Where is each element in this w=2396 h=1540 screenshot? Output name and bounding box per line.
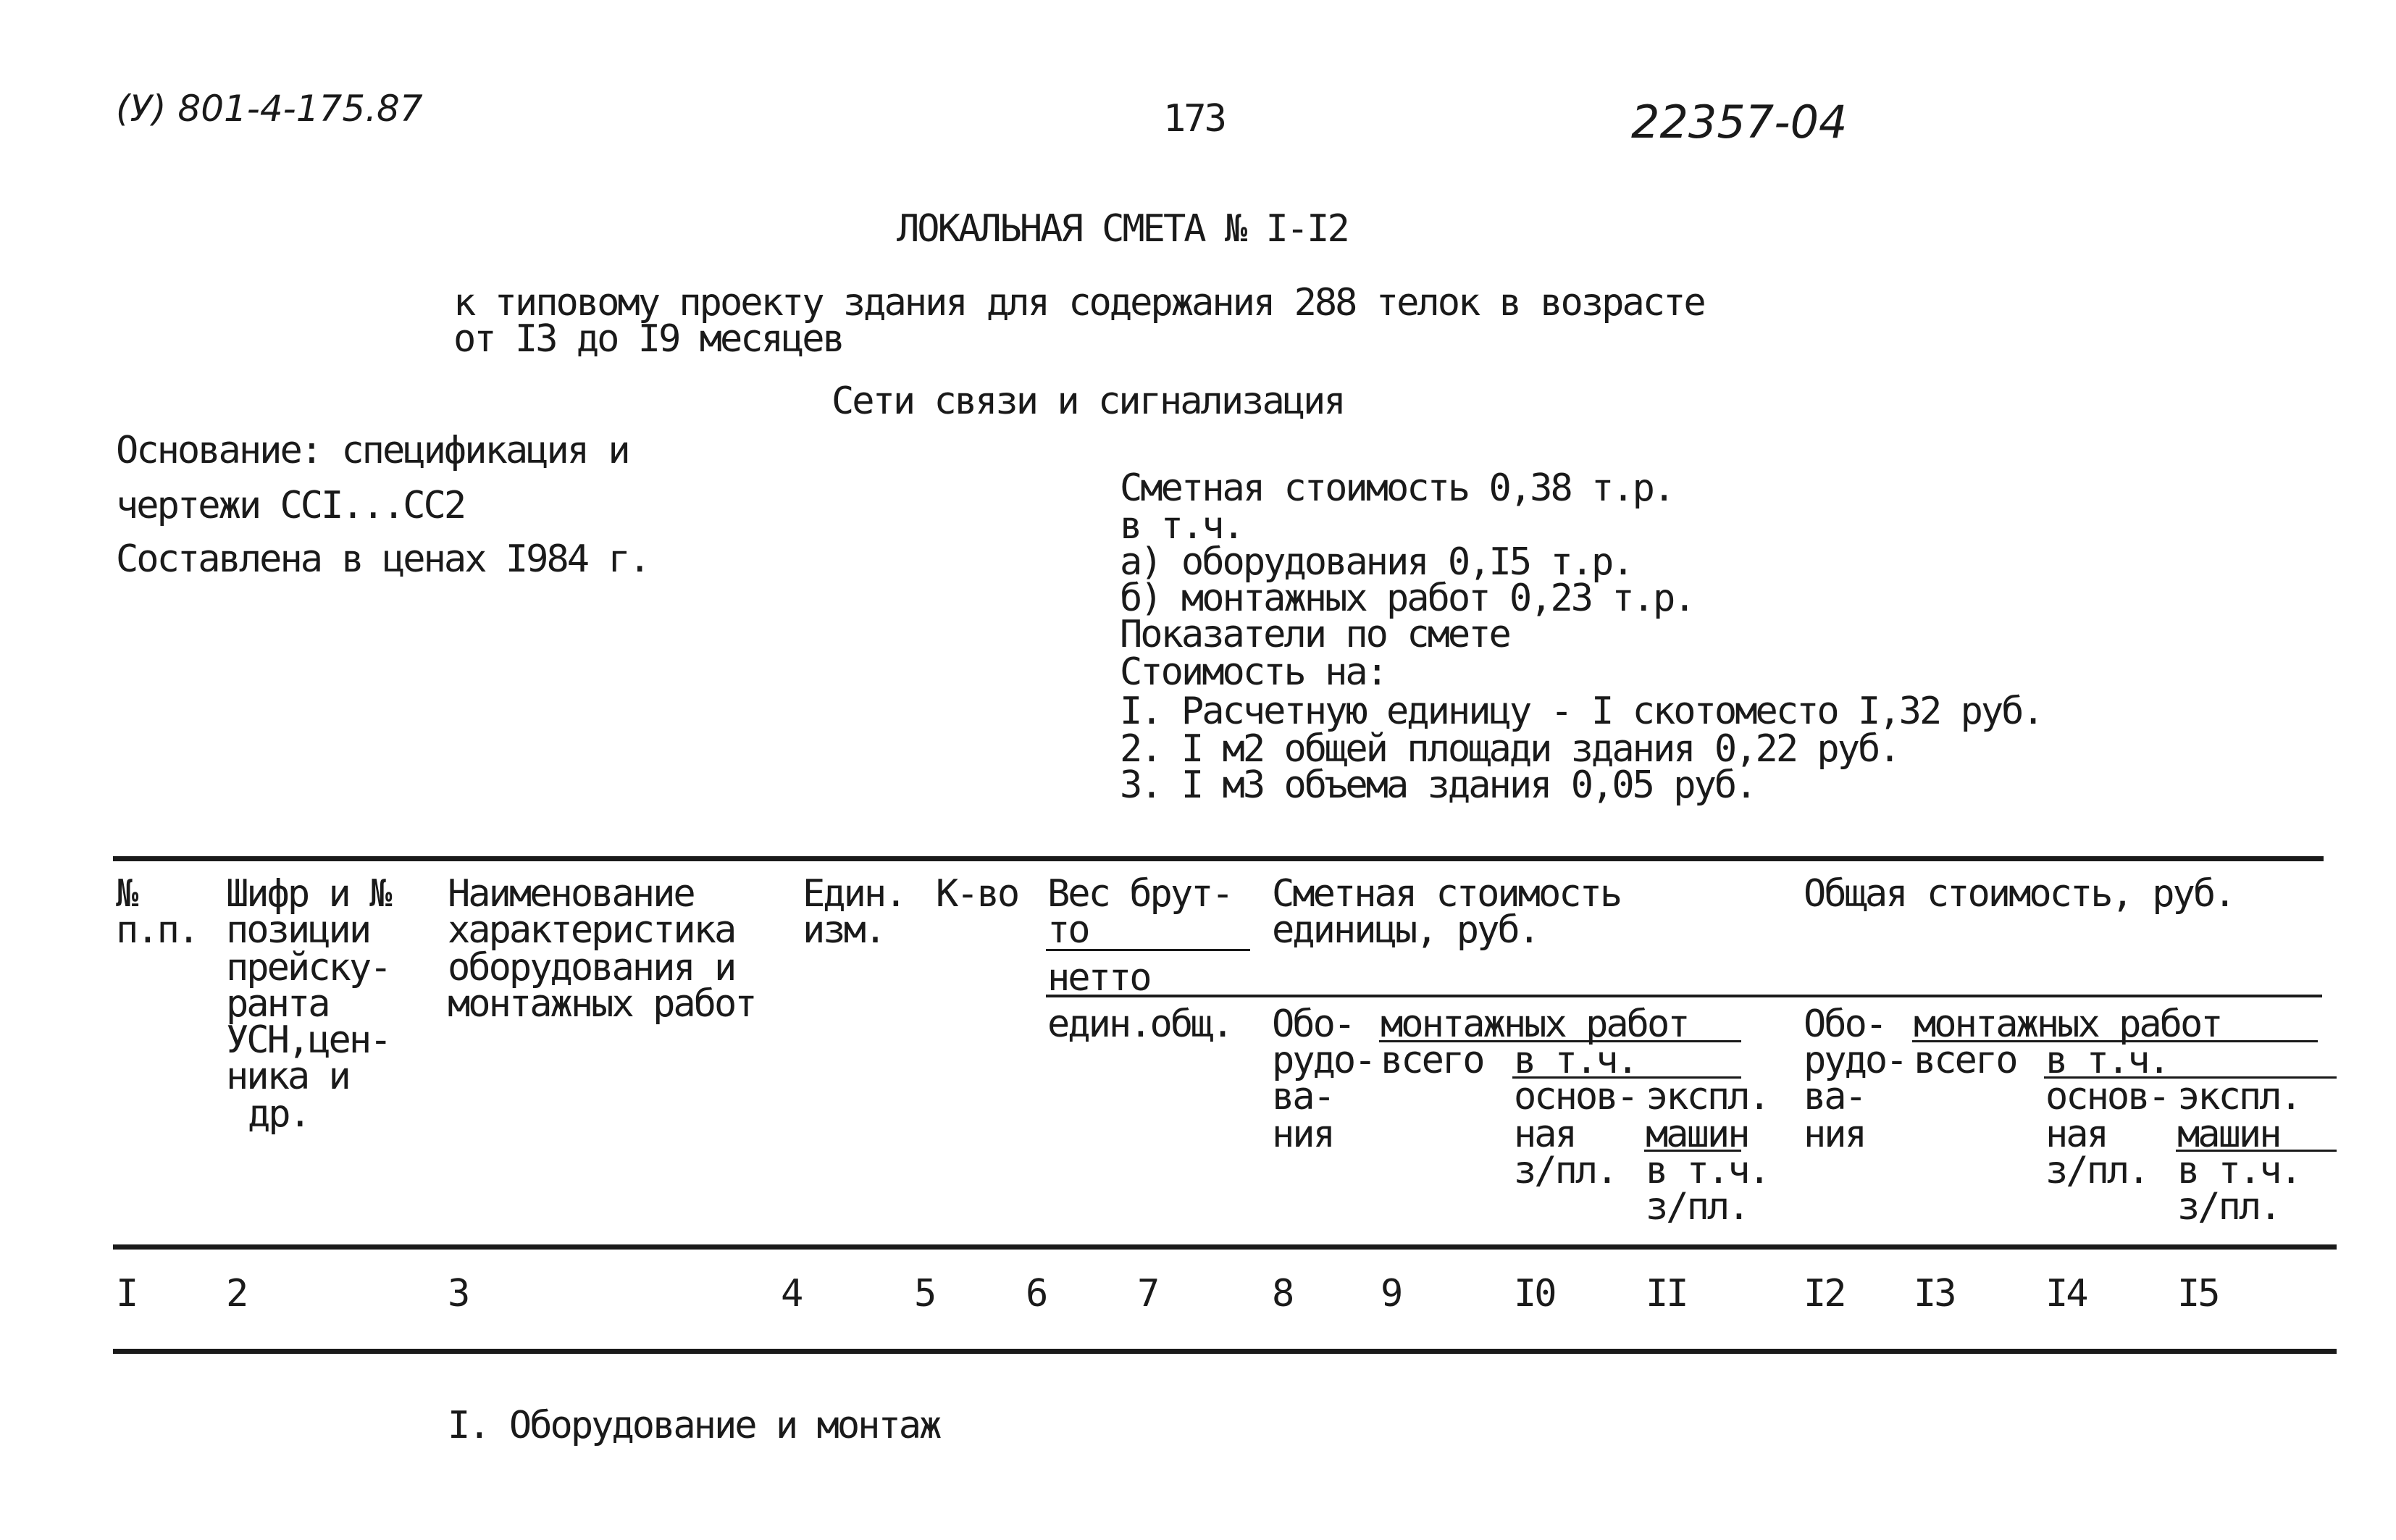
- header-weight-line-3: нетто: [1047, 956, 1150, 1000]
- section-heading: I. Оборудование и монтаж: [448, 1404, 940, 1447]
- header-weight-units: един.общ.: [1047, 1003, 1232, 1046]
- cost-summary-line-7: I. Расчетную единицу - I скотоместо I,32 руб.: [1120, 690, 2043, 733]
- estimate-title: ЛОКАЛЬНАЯ СМЕТА № I-I2: [897, 207, 1348, 251]
- header-machines-left-1: экспл.: [1646, 1075, 1769, 1118]
- basis-line-1: Основание: спецификация и: [116, 429, 629, 472]
- header-unit-line-1: Един.: [803, 872, 905, 916]
- header-col2-line-4: ранта: [226, 982, 329, 1026]
- header-col2-line-5: УСН,цен-: [226, 1018, 390, 1062]
- header-total-right: всего: [1914, 1039, 2016, 1082]
- header-col3-line-4: монтажных работ: [448, 982, 755, 1026]
- column-number-8: 8: [1272, 1272, 1293, 1315]
- column-number-6: 6: [1026, 1272, 1047, 1315]
- header-col2-line-3: прейску-: [226, 946, 390, 989]
- column-number-12: I2: [1804, 1272, 1845, 1315]
- document-number: 22357-04: [1631, 96, 1848, 148]
- table-header-bottom-rule: [113, 1244, 2337, 1250]
- header-machines-left-4: з/пл.: [1646, 1185, 1748, 1229]
- column-number-15: I5: [2177, 1272, 2219, 1315]
- header-basic-right-1: основ-: [2045, 1075, 2169, 1118]
- estimate-subtitle-line-2: от I3 до I9 месяцев: [453, 317, 843, 361]
- cost-summary-line-9: 3. I м3 объема здания 0,05 руб.: [1120, 763, 1756, 807]
- column-number-9: 9: [1381, 1272, 1402, 1315]
- cost-summary-line-3: а) оборудования 0,I5 т.р.: [1120, 540, 1633, 584]
- basis-line-3: Составлена в ценах I984 г.: [116, 537, 649, 581]
- header-machines-left-3: в т.ч.: [1646, 1149, 1769, 1192]
- header-basic-right-2: ная: [2045, 1113, 2107, 1156]
- column-number-13: I3: [1914, 1272, 1955, 1315]
- column-number-4: 4: [781, 1272, 802, 1315]
- header-machines-right-2: машин: [2177, 1113, 2280, 1156]
- page-number: 173: [1163, 97, 1225, 141]
- header-col1-line-2: п.п.: [116, 908, 198, 952]
- header-col2-line-6: ника и: [226, 1055, 349, 1098]
- cost-summary-line-8: 2. I м2 общей площади здания 0,22 руб.: [1120, 727, 1899, 771]
- header-weight-line-2: то: [1047, 908, 1089, 952]
- cost-summary-line-5: Показатели по смете: [1120, 613, 1509, 656]
- column-number-14: I4: [2045, 1272, 2087, 1315]
- header-equip-left-3: ва-: [1272, 1075, 1333, 1118]
- header-equip-right-1: Обо-: [1804, 1003, 1886, 1046]
- header-equip-left-1: Обо-: [1272, 1003, 1354, 1046]
- header-machines-right-1: экспл.: [2177, 1075, 2300, 1118]
- header-basic-left-2: ная: [1514, 1113, 1575, 1156]
- header-col1-line-1: №: [116, 872, 137, 916]
- column-number-3: 3: [448, 1272, 469, 1315]
- header-quantity: К-во: [936, 872, 1018, 916]
- column-number-2: 2: [226, 1272, 247, 1315]
- header-col2-line-7: др.: [248, 1092, 309, 1136]
- header-unit-cost-line-1: Сметная стоимость: [1272, 872, 1621, 916]
- header-col2-line-1: Шифр и №: [226, 872, 390, 916]
- header-equip-left-2: рудо-: [1272, 1039, 1375, 1082]
- cost-summary-line-1: Сметная стоимость 0,38 т.р.: [1120, 466, 1674, 510]
- column-number-1: I: [116, 1272, 137, 1315]
- estimate-subtitle-line-1: к типовому проекту здания для содержания 288 телок в возрасте: [453, 281, 1704, 325]
- column-number-11: II: [1646, 1272, 1687, 1315]
- column-number-10: I0: [1514, 1272, 1555, 1315]
- cost-summary-line-2: в т.ч.: [1120, 504, 1243, 548]
- header-col3-line-2: характеристика: [448, 908, 735, 952]
- header-total-cost: Общая стоимость, руб.: [1804, 872, 2234, 916]
- column-number-7: 7: [1137, 1272, 1158, 1315]
- cost-summary-line-6: Стоимость на:: [1120, 650, 1386, 694]
- header-incl-right: в т.ч.: [2045, 1039, 2169, 1082]
- header-machines-left-2: машин: [1646, 1113, 1748, 1156]
- header-machines-right-3: в т.ч.: [2177, 1149, 2300, 1192]
- header-basic-right-3: з/пл.: [2045, 1149, 2148, 1192]
- header-equip-left-4: ния: [1272, 1113, 1333, 1156]
- header-unit-line-2: изм.: [803, 908, 885, 952]
- header-incl-left: в т.ч.: [1514, 1039, 1637, 1082]
- header-col2-line-2: позиции: [226, 908, 370, 952]
- table-top-rule: [113, 856, 2324, 861]
- document-code: (У) 801-4-175.87: [116, 88, 423, 130]
- header-equip-right-3: ва-: [1804, 1075, 1865, 1118]
- header-col3-line-3: оборудования и: [448, 946, 735, 989]
- header-total-left: всего: [1381, 1039, 1483, 1082]
- table-numbers-bottom-rule: [113, 1349, 2337, 1354]
- header-col3-line-1: Наименование: [448, 872, 694, 916]
- header-basic-left-1: основ-: [1514, 1075, 1637, 1118]
- header-equip-right-4: ния: [1804, 1113, 1865, 1156]
- cost-summary-line-4: б) монтажных работ 0,23 т.р.: [1120, 577, 1694, 620]
- header-install-left: монтажных работ: [1381, 1003, 1688, 1046]
- table-rule-netto: [1046, 995, 2322, 997]
- header-basic-left-3: з/пл.: [1514, 1149, 1617, 1192]
- column-number-5: 5: [914, 1272, 935, 1315]
- section-title: Сети связи и сигнализация: [832, 380, 1344, 423]
- header-machines-right-4: з/пл.: [2177, 1185, 2280, 1229]
- header-weight-line-1: Вес брут-: [1047, 872, 1232, 916]
- header-equip-right-2: рудо-: [1804, 1039, 1906, 1082]
- header-install-right: монтажных работ: [1914, 1003, 2221, 1046]
- basis-line-2: чертежи ССI...СС2: [116, 484, 465, 527]
- header-unit-cost-line-2: единицы, руб.: [1272, 908, 1538, 952]
